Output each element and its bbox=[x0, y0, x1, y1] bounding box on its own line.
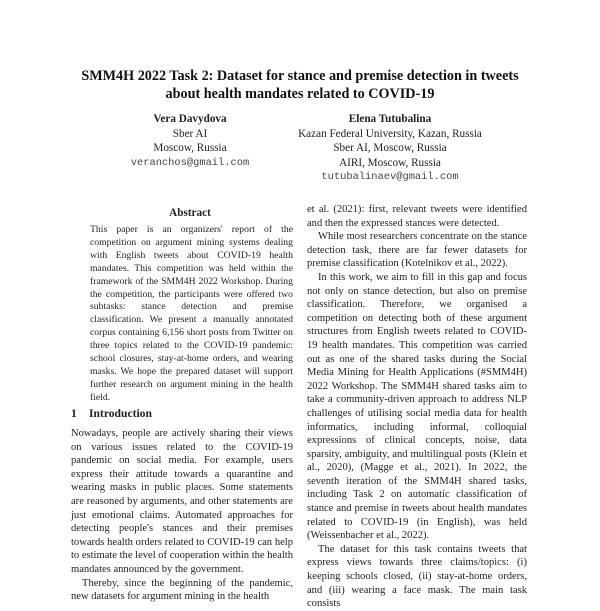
author-email: veranchos@gmail.com bbox=[130, 156, 250, 169]
section-title: Introduction bbox=[89, 407, 152, 420]
author-name: Vera Davydova bbox=[153, 113, 227, 125]
author-affiliation: Moscow, Russia bbox=[153, 142, 227, 154]
paragraph: While most researchers concentrate on the stance detection task, there are far fewer datasets for premise classification (Kotelnikov et al., 2022). bbox=[307, 231, 527, 270]
title-line-2: about health mandates related to COVID-19 bbox=[165, 86, 435, 102]
paragraph: In this work, we aim to fill in this gap and focus not only on stance detection, but also on premise classification. Therefore, we organised a competition on detecting both of these argument structures from English tweets related to COVID-19 health mandates. This competition was carried out as one of the shared tasks during the Social Media Mining for Health Applications (#SMM4H) 2022 Workshop. The SMM4H shared tasks aim to take a community-driven approach to address NLP challenges of utilising social media data for health informatics, including informal, colloquial expressions of clinical concepts, noise, data sparsity, ambiguity, and multilingual posts (Klein et al., 2020), (Magge et al., 2021). In 2022, the seventh iteration of the SMM4H shared tasks, including Task 2 on automatic classification of stance and premise in tweets about health mandates related to COVID-19 (in English), was held (Weissenbacher et al., 2022). bbox=[307, 271, 527, 542]
paragraph: The dataset for this task contains tweets that express views towards three claims/topics: (i) keeping schools closed, (ii) stay-at-home orders, and (iii) wearing a face mask. The main task consists bbox=[307, 543, 527, 610]
section-number: 1 bbox=[71, 407, 77, 420]
author-block-1 bbox=[95, 112, 285, 170]
section-heading-introduction bbox=[71, 407, 152, 420]
author-affiliation: AIRI, Moscow, Russia bbox=[339, 156, 441, 169]
title-line-1: SMM4H 2022 Task 2: Dataset for stance and premise detection in tweets bbox=[81, 68, 519, 84]
author-email: tutubalinaev@gmail.com bbox=[321, 171, 459, 183]
paper-title bbox=[40, 67, 560, 103]
abstract-heading: Abstract bbox=[169, 207, 211, 219]
right-column-body bbox=[307, 203, 527, 611]
author-affiliation: Sber AI bbox=[172, 127, 208, 140]
paragraph: Nowadays, people are actively sharing their views on various issues related to the COVID-19 pandemic on social media. For example, users express their attitude towards a quarantine and wearing masks in public places. Some statements are reasoned by arguments, and other statements are just emotional claims. Automated approaches for detecting people's stances and their premises towards health orders related to COVID-19 can help to estimate the level of cooperation within the health mandates announced by the government. bbox=[71, 428, 293, 575]
abstract-text: This paper is an organizers' report of the competition on argument mining systems dealing with English tweets about COVID-19 health mandates. This competition was held within the framework of the SMM4H 2022 Workshop. During the competition, the participants were offered two subtasks: stance detection and premise classification. We present a manually annotated corpus containing 6,156 short posts from Twitter on three topics related to the COVID-19 pandemic: school closures, stay-at-home orders, and wearing masks. We hope the prepared dataset will support further research on argument mining in the health field. bbox=[90, 224, 293, 403]
paragraph: Thereby, since the beginning of the pandemic, new datasets for argument mining in the health bbox=[71, 577, 293, 603]
left-column-body bbox=[71, 427, 293, 604]
author-affiliation: Kazan Federal University, Kazan, Russia bbox=[298, 127, 482, 140]
author-block-2 bbox=[290, 112, 490, 185]
paragraph: et al. (2021): first, relevant tweets were identified and then the expressed stances were detected. bbox=[307, 204, 527, 229]
author-name: Elena Tutubalina bbox=[348, 113, 432, 125]
author-affiliation: Sber AI, Moscow, Russia bbox=[333, 142, 447, 154]
